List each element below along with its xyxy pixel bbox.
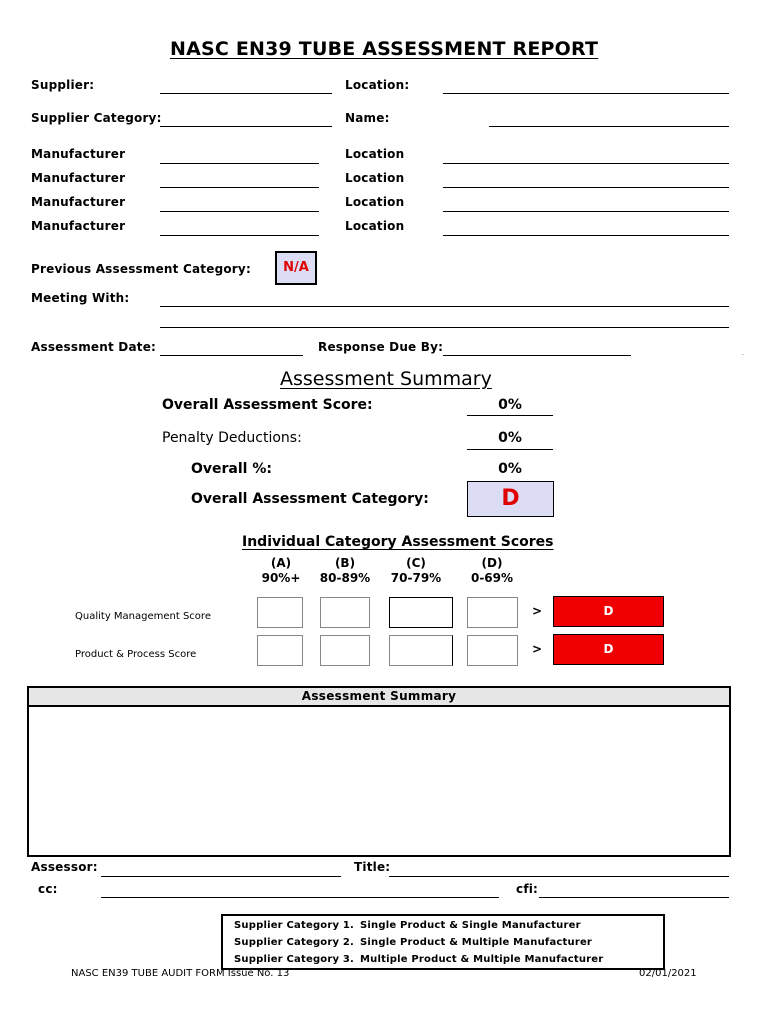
manufacturer-field-2[interactable] bbox=[160, 187, 319, 188]
product-score-b[interactable] bbox=[320, 635, 370, 666]
legend-desc-2: Single Product & Multiple Manufacturer bbox=[360, 937, 593, 948]
cc-field[interactable] bbox=[101, 897, 499, 898]
manufacturer-field-4[interactable] bbox=[160, 235, 319, 236]
manufacturer-label-1: Manufacturer bbox=[31, 147, 126, 161]
manufacturer-field-1[interactable] bbox=[160, 163, 319, 164]
penalty-underline bbox=[467, 449, 553, 450]
manufacturer-label-4: Manufacturer bbox=[31, 219, 126, 233]
overall-pct-label: Overall %: bbox=[191, 461, 272, 477]
assessment-date-field[interactable] bbox=[160, 355, 303, 356]
supplier-category-field[interactable] bbox=[160, 126, 332, 127]
meeting-with-label: Meeting With: bbox=[31, 291, 130, 305]
supplier-field[interactable] bbox=[160, 93, 332, 94]
overall-category-value: D bbox=[467, 481, 554, 517]
title-label: Title: bbox=[354, 860, 391, 874]
product-score-c[interactable] bbox=[389, 635, 453, 666]
cfi-field[interactable] bbox=[539, 897, 729, 898]
manufacturer-location-field-1[interactable] bbox=[443, 163, 729, 164]
meeting-with-field-1[interactable] bbox=[160, 306, 729, 307]
page-title: NASC EN39 TUBE ASSESSMENT REPORT bbox=[170, 38, 599, 60]
product-score-a[interactable] bbox=[257, 635, 303, 666]
overall-score-underline bbox=[467, 415, 553, 416]
response-due-field[interactable] bbox=[443, 355, 631, 356]
manufacturer-label-2: Manufacturer bbox=[31, 171, 126, 185]
cfi-label: cfi: bbox=[516, 882, 539, 896]
legend-cat-2: Supplier Category 2. bbox=[234, 937, 355, 948]
grade-b-letter: (B) bbox=[334, 556, 356, 570]
supplier-category-legend bbox=[221, 914, 665, 970]
summary-title: Assessment Summary bbox=[280, 368, 492, 390]
title-field[interactable] bbox=[389, 876, 729, 877]
overall-pct-value: 0% bbox=[498, 461, 522, 477]
overall-category-label: Overall Assessment Category: bbox=[191, 491, 429, 507]
previous-category-label: Previous Assessment Category: bbox=[31, 262, 251, 276]
footer-date: 02/01/2021 bbox=[639, 968, 697, 979]
previous-category-value: N/A bbox=[275, 251, 317, 285]
quality-result: D bbox=[553, 596, 664, 627]
grade-d bbox=[457, 556, 527, 586]
assessment-summary-text-area[interactable] bbox=[29, 707, 729, 855]
meeting-with-field-2[interactable] bbox=[160, 327, 729, 328]
assessment-date-label: Assessment Date: bbox=[31, 340, 157, 354]
individual-scores-title: Individual Category Assessment Scores bbox=[242, 534, 554, 550]
supplier-category-label: Supplier Category: bbox=[31, 111, 162, 125]
product-process-label: Product & Process Score bbox=[75, 649, 197, 660]
legend-cat-3: Supplier Category 3. bbox=[234, 954, 355, 965]
grade-d-letter: (D) bbox=[481, 556, 503, 570]
supplier-label: Supplier: bbox=[31, 78, 95, 92]
legend-desc-1: Single Product & Single Manufacturer bbox=[360, 920, 581, 931]
stray-mark: . bbox=[742, 350, 744, 357]
assessor-label: Assessor: bbox=[31, 860, 98, 874]
assessment-summary-box bbox=[27, 686, 731, 857]
overall-score-value: 0% bbox=[498, 397, 522, 413]
grade-c-range: 70-79% bbox=[390, 571, 442, 585]
grade-b bbox=[310, 556, 380, 586]
manufacturer-location-label-4: Location bbox=[345, 219, 405, 233]
quality-score-b[interactable] bbox=[320, 597, 370, 628]
name-field[interactable] bbox=[489, 126, 729, 127]
manufacturer-field-3[interactable] bbox=[160, 211, 319, 212]
location-label: Location: bbox=[345, 78, 410, 92]
name-label: Name: bbox=[345, 111, 390, 125]
quality-score-c[interactable] bbox=[389, 597, 453, 628]
overall-score-label: Overall Assessment Score: bbox=[162, 397, 373, 413]
legend-cat-1: Supplier Category 1. bbox=[234, 920, 355, 931]
manufacturer-location-label-3: Location bbox=[345, 195, 405, 209]
response-due-label: Response Due By: bbox=[318, 340, 444, 354]
grade-b-range: 80-89% bbox=[319, 571, 371, 585]
manufacturer-location-field-4[interactable] bbox=[443, 235, 729, 236]
manufacturer-location-label-1: Location bbox=[345, 147, 405, 161]
quality-score-a[interactable] bbox=[257, 597, 303, 628]
location-field[interactable] bbox=[443, 93, 729, 94]
manufacturer-location-field-3[interactable] bbox=[443, 211, 729, 212]
grade-a bbox=[246, 556, 316, 586]
grade-c-letter: (C) bbox=[406, 556, 426, 570]
penalty-label: Penalty Deductions: bbox=[162, 430, 302, 446]
legend-desc-3: Multiple Product & Multiple Manufacturer bbox=[360, 954, 604, 965]
grade-d-range: 0-69% bbox=[470, 571, 514, 585]
product-arrow: > bbox=[532, 642, 543, 656]
assessor-field[interactable] bbox=[101, 876, 341, 877]
quality-arrow: > bbox=[532, 604, 543, 618]
cc-label: cc: bbox=[38, 882, 58, 896]
quality-score-d[interactable] bbox=[467, 597, 518, 628]
product-score-d[interactable] bbox=[467, 635, 518, 666]
quality-management-label: Quality Management Score bbox=[75, 611, 211, 622]
manufacturer-location-label-2: Location bbox=[345, 171, 405, 185]
grade-a-letter: (A) bbox=[270, 556, 292, 570]
manufacturer-location-field-2[interactable] bbox=[443, 187, 729, 188]
assessment-summary-header: Assessment Summary bbox=[29, 688, 729, 707]
footer-form-issue: NASC EN39 TUBE AUDIT FORM Issue No. 13 bbox=[71, 968, 290, 979]
product-result: D bbox=[553, 634, 664, 665]
grade-a-range: 90%+ bbox=[261, 571, 301, 585]
grade-c bbox=[381, 556, 451, 586]
penalty-value: 0% bbox=[498, 430, 522, 446]
manufacturer-label-3: Manufacturer bbox=[31, 195, 126, 209]
